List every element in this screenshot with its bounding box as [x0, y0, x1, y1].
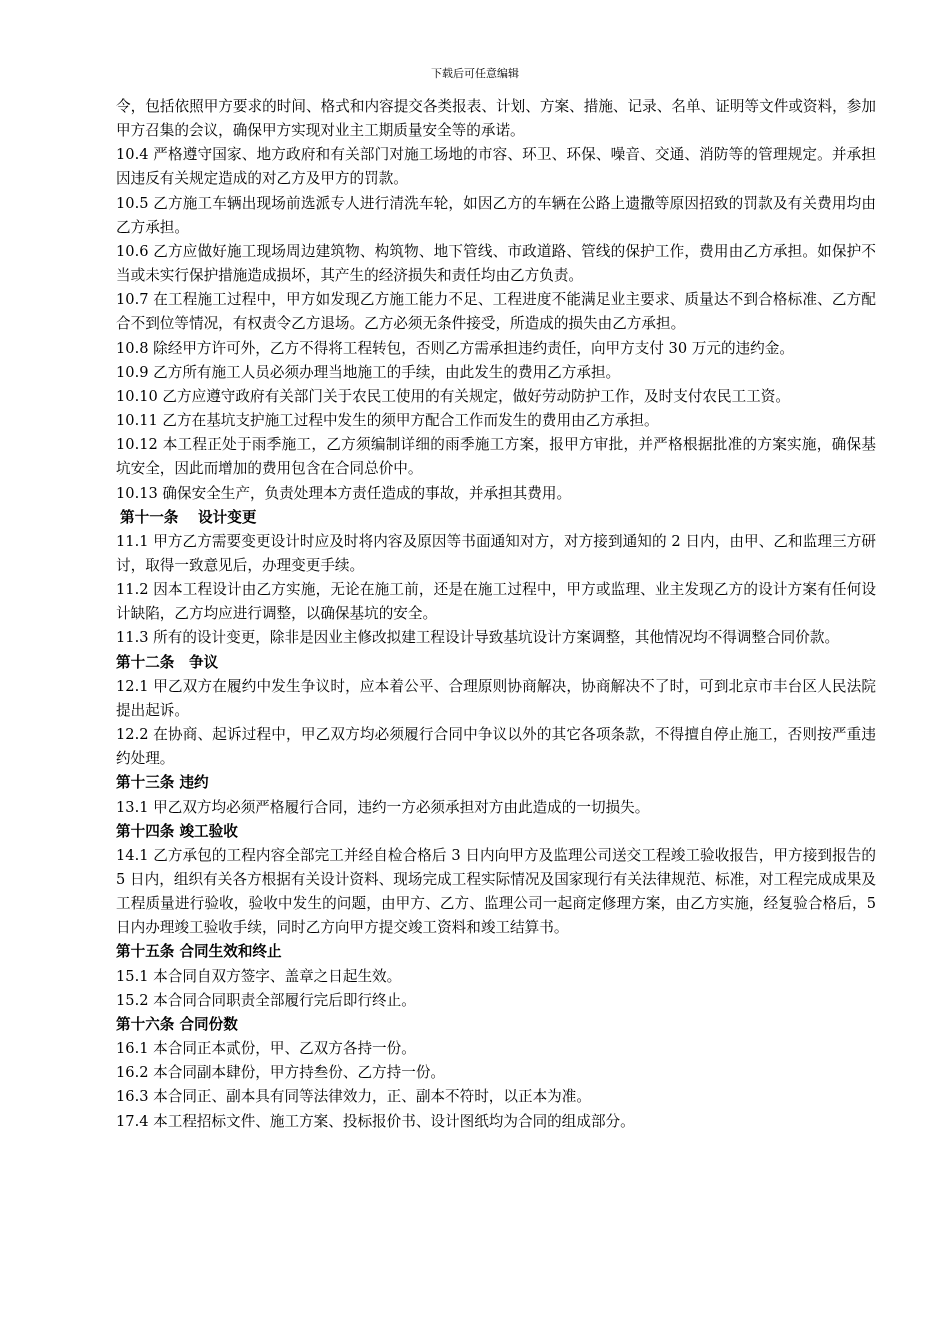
clause-16-3: 16.3 本合同正、副本具有同等法律效力，正、副本不符时，以正本为准。 — [116, 1088, 591, 1106]
clause-10-9: 10.9 乙方所有施工人员必须办理当地施工的手续，由此发生的费用乙方承担。 — [116, 363, 621, 381]
clause-12-1: 12.1 甲乙双方在履约中发生争议时，应本着公平、合理原则协商解决，协商解决不了时，可到北京市丰台区人民法院提出起诉。 — [116, 677, 876, 719]
clause-10-8: 10.8 除经甲方许可外，乙方不得将工程转包，否则乙方需承担违约责任，向甲方支付 30 万元的违约金。 — [116, 339, 794, 357]
clause-11-1: 11.1 甲方乙方需要变更设计时应及时将内容及原因等书面通知对方，对方接到通知的 2 日内，由甲、乙和监理三方研讨，取得一致意见后，办理变更手续。 — [116, 532, 876, 574]
clause-10-12: 10.12 本工程正处于雨季施工，乙方须编制详细的雨季施工方案，报甲方审批，并严格根据批准的方案实施，确保基坑安全，因此而增加的费用包含在合同总价中。 — [116, 436, 876, 478]
clause-15-2: 15.2 本合同合同职责全部履行完后即行终止。 — [116, 991, 416, 1009]
section-heading-16: 第十六条 合同份数 — [116, 1015, 238, 1033]
clause-10-5: 10.5 乙方施工车辆出现场前选派专人进行清洗车轮，如因乙方的车辆在公路上遗撒等原因招致的罚款及有关费用均由乙方承担。 — [116, 194, 876, 236]
section-heading-15: 第十五条 合同生效和终止 — [116, 943, 282, 961]
clause-11-3: 11.3 所有的设计变更，除非是因业主修改拟建工程设计导致基坑设计方案调整，其他情况均不得调整合同价款。 — [116, 629, 840, 647]
section-heading-14: 第十四条 竣工验收 — [116, 822, 238, 840]
clause-10-6: 10.6 乙方应做好施工现场周边建筑物、构筑物、地下管线、市政道路、管线的保护工作，费用由乙方承担。如保护不当或未实行保护措施造成损坏，其产生的经济损失和责任均由乙方负责。 — [116, 242, 876, 285]
section-heading-11: 第十一条 设计变更 — [120, 508, 257, 526]
page-header: 下载后可任意编辑 — [431, 67, 519, 80]
clause-10-4: 10.4 严格遵守国家、地方政府和有关部门对施工场地的市容、环卫、环保、噪音、交通、消防等的管理规定。并承担因违反有关规定造成的对乙方及甲方的罚款。 — [116, 146, 876, 188]
clause-10-11: 10.11 乙方在基坑支护施工过程中发生的须甲方配合工作而发生的费用由乙方承担。 — [116, 412, 659, 430]
clause-12-2: 12.2 在协商、起诉过程中，甲乙双方均必须履行合同中争议以外的其它各项条款，不得擅自停止施工，否则按严重违约处理。 — [116, 726, 876, 768]
clause-14-1: 14.1 乙方承包的工程内容全部完工并经自检合格后 3 日内向甲方及监理公司送交工程竣工验收报告，甲方接到报告的 5 日内，组织有关各方根据有关设计资料、现场完成工程实际情况及国家现行有关法律规范、标准，对工程完成成果及工程质量进行验收，验收中发生的问题，由甲方、乙方、监理公司一起商定修理方案，由乙方实施，经复验合格后，5 日内办理竣工验收手续，同时乙方向甲方提交竣工资料和竣工结算书。 — [116, 846, 876, 937]
clause-10-13: 10.13 确保安全生产，负责处理本方责任造成的事故，并承担其费用。 — [116, 484, 572, 502]
clause-10-10: 10.10 乙方应遵守政府有关部门关于农民工使用的有关规定，做好劳动防护工作，及时支付农民工工资。 — [116, 387, 790, 405]
section-heading-12: 第十二条 争议 — [116, 653, 219, 671]
clause-17-4: 17.4 本工程招标文件、施工方案、投标报价书、设计图纸均为合同的组成部分。 — [116, 1112, 635, 1130]
clause-16-2: 16.2 本合同副本肆份，甲方持叁份、乙方持一份。 — [116, 1064, 446, 1082]
paragraph: 令，包括依照甲方要求的时间、格式和内容提交各类报表、计划、方案、措施、记录、名单、证明等文件或资料，参加甲方召集的会议，确保甲方实现对业主工期质量安全等的承诺。 — [116, 98, 876, 140]
section-heading-13: 第十三条 违约 — [116, 774, 209, 792]
clause-13-1: 13.1 甲乙双方均必须严格履行合同，违约一方必须承担对方由此造成的一切损失。 — [116, 798, 650, 816]
document-body — [116, 95, 876, 1134]
clause-11-2: 11.2 因本工程设计由乙方实施，无论在施工前，还是在施工过程中，甲方或监理、业主发现乙方的设计方案有任何设计缺陷，乙方均应进行调整，以确保基坑的安全。 — [116, 581, 876, 623]
clause-16-1: 16.1 本合同正本贰份，甲、乙双方各持一份。 — [116, 1040, 416, 1058]
clause-10-7: 10.7 在工程施工过程中，甲方如发现乙方施工能力不足、工程进度不能满足业主要求、质量达不到合格标准、乙方配合不到位等情况，有权责令乙方退场。乙方必须无条件接受，所造成的损失由乙方承担。 — [116, 291, 876, 333]
clause-15-1: 15.1 本合同自双方签字、盖章之日起生效。 — [116, 967, 402, 985]
